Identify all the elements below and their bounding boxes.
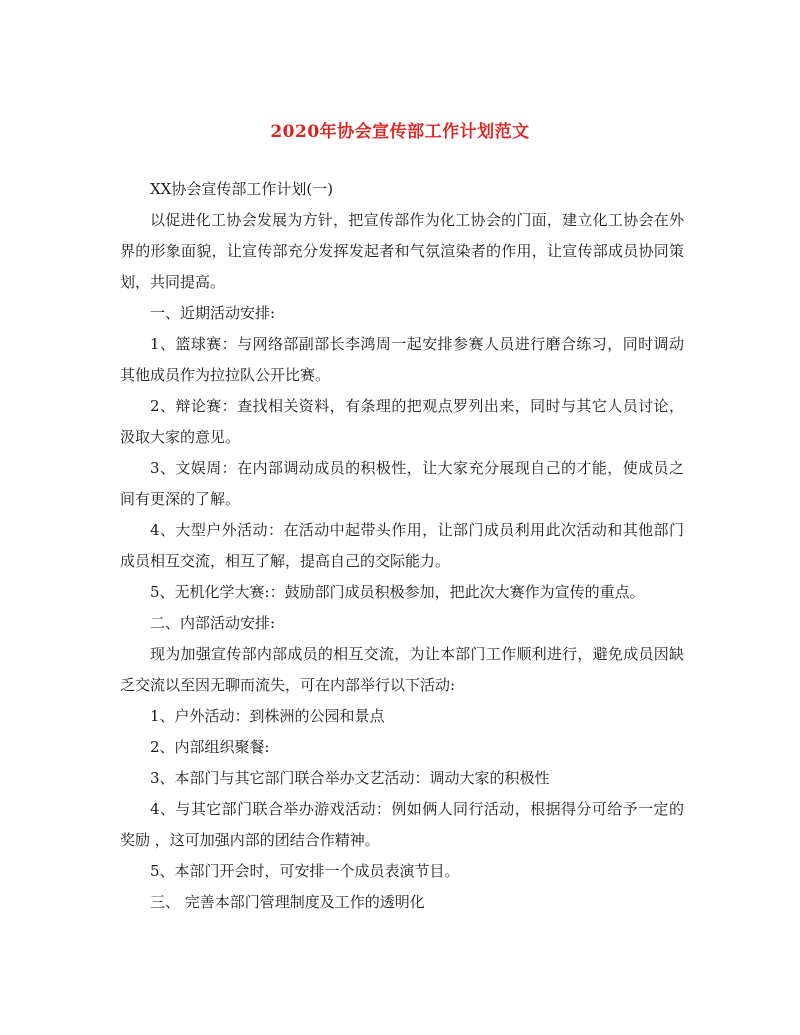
paragraph: 2、内部组织聚餐: <box>150 738 270 756</box>
paragraph: 以促进化工协会发展为方针，把宣传部作为化工协会的门面，建立化工协会在外界的形象面貌，让宣传部充分发挥发起者和气氛渲染者的作用，让宣传部成员协同策划，共同提高。 <box>120 211 684 291</box>
section-heading: 一、近期活动安排: <box>150 304 276 322</box>
paragraph: 现为加强宣传部内部成员的相互交流，为让本部门工作顺利进行，避免成员因缺乏交流以至因无聊而流失，可在内部举行以下活动: <box>120 645 684 694</box>
paragraph: 2、辩论赛：查找相关资料，有条理的把观点罗列出来，同时与其它人员讨论，汲取大家的意见。 <box>120 397 684 446</box>
paragraph: XX协会宣传部工作计划(一) <box>150 180 334 198</box>
section-heading: 二、内部活动安排: <box>150 614 276 632</box>
paragraph: 5、无机化学大赛:：鼓励部门成员积极参加，把此次大赛作为宣传的重点。 <box>150 583 645 601</box>
paragraph: 5、本部门开会时，可安排一个成员表演节目。 <box>150 862 460 880</box>
section-heading: 三、 完善本部门管理制度及工作的透明化 <box>150 893 425 911</box>
paragraph: 4、大型户外活动：在活动中起带头作用，让部门成员利用此次活动和其他部门成员相互交流，相互了解，提高自己的交际能力。 <box>120 521 684 570</box>
paragraph: 3、文娱周：在内部调动成员的积极性，让大家充分展现自己的才能，使成员之间有更深的了解。 <box>120 459 684 508</box>
paragraph: 3、本部门与其它部门联合举办文艺活动：调动大家的积极性 <box>150 769 550 787</box>
document-body <box>120 174 684 918</box>
paragraph: 1、篮球赛：与网络部副部长李鸿周一起安排参赛人员进行磨合练习，同时调动其他成员作为拉拉队公开比赛。 <box>120 335 684 384</box>
paragraph: 1、户外活动：到株洲的公园和景点 <box>150 707 385 725</box>
document-title: 2020年协会宣传部工作计划范文 <box>270 122 530 142</box>
paragraph: 4、与其它部门联合举办游戏活动：例如俩人同行活动，根据得分可给予一定的奖励 ，这可加强内部的团结合作精神。 <box>120 800 684 849</box>
